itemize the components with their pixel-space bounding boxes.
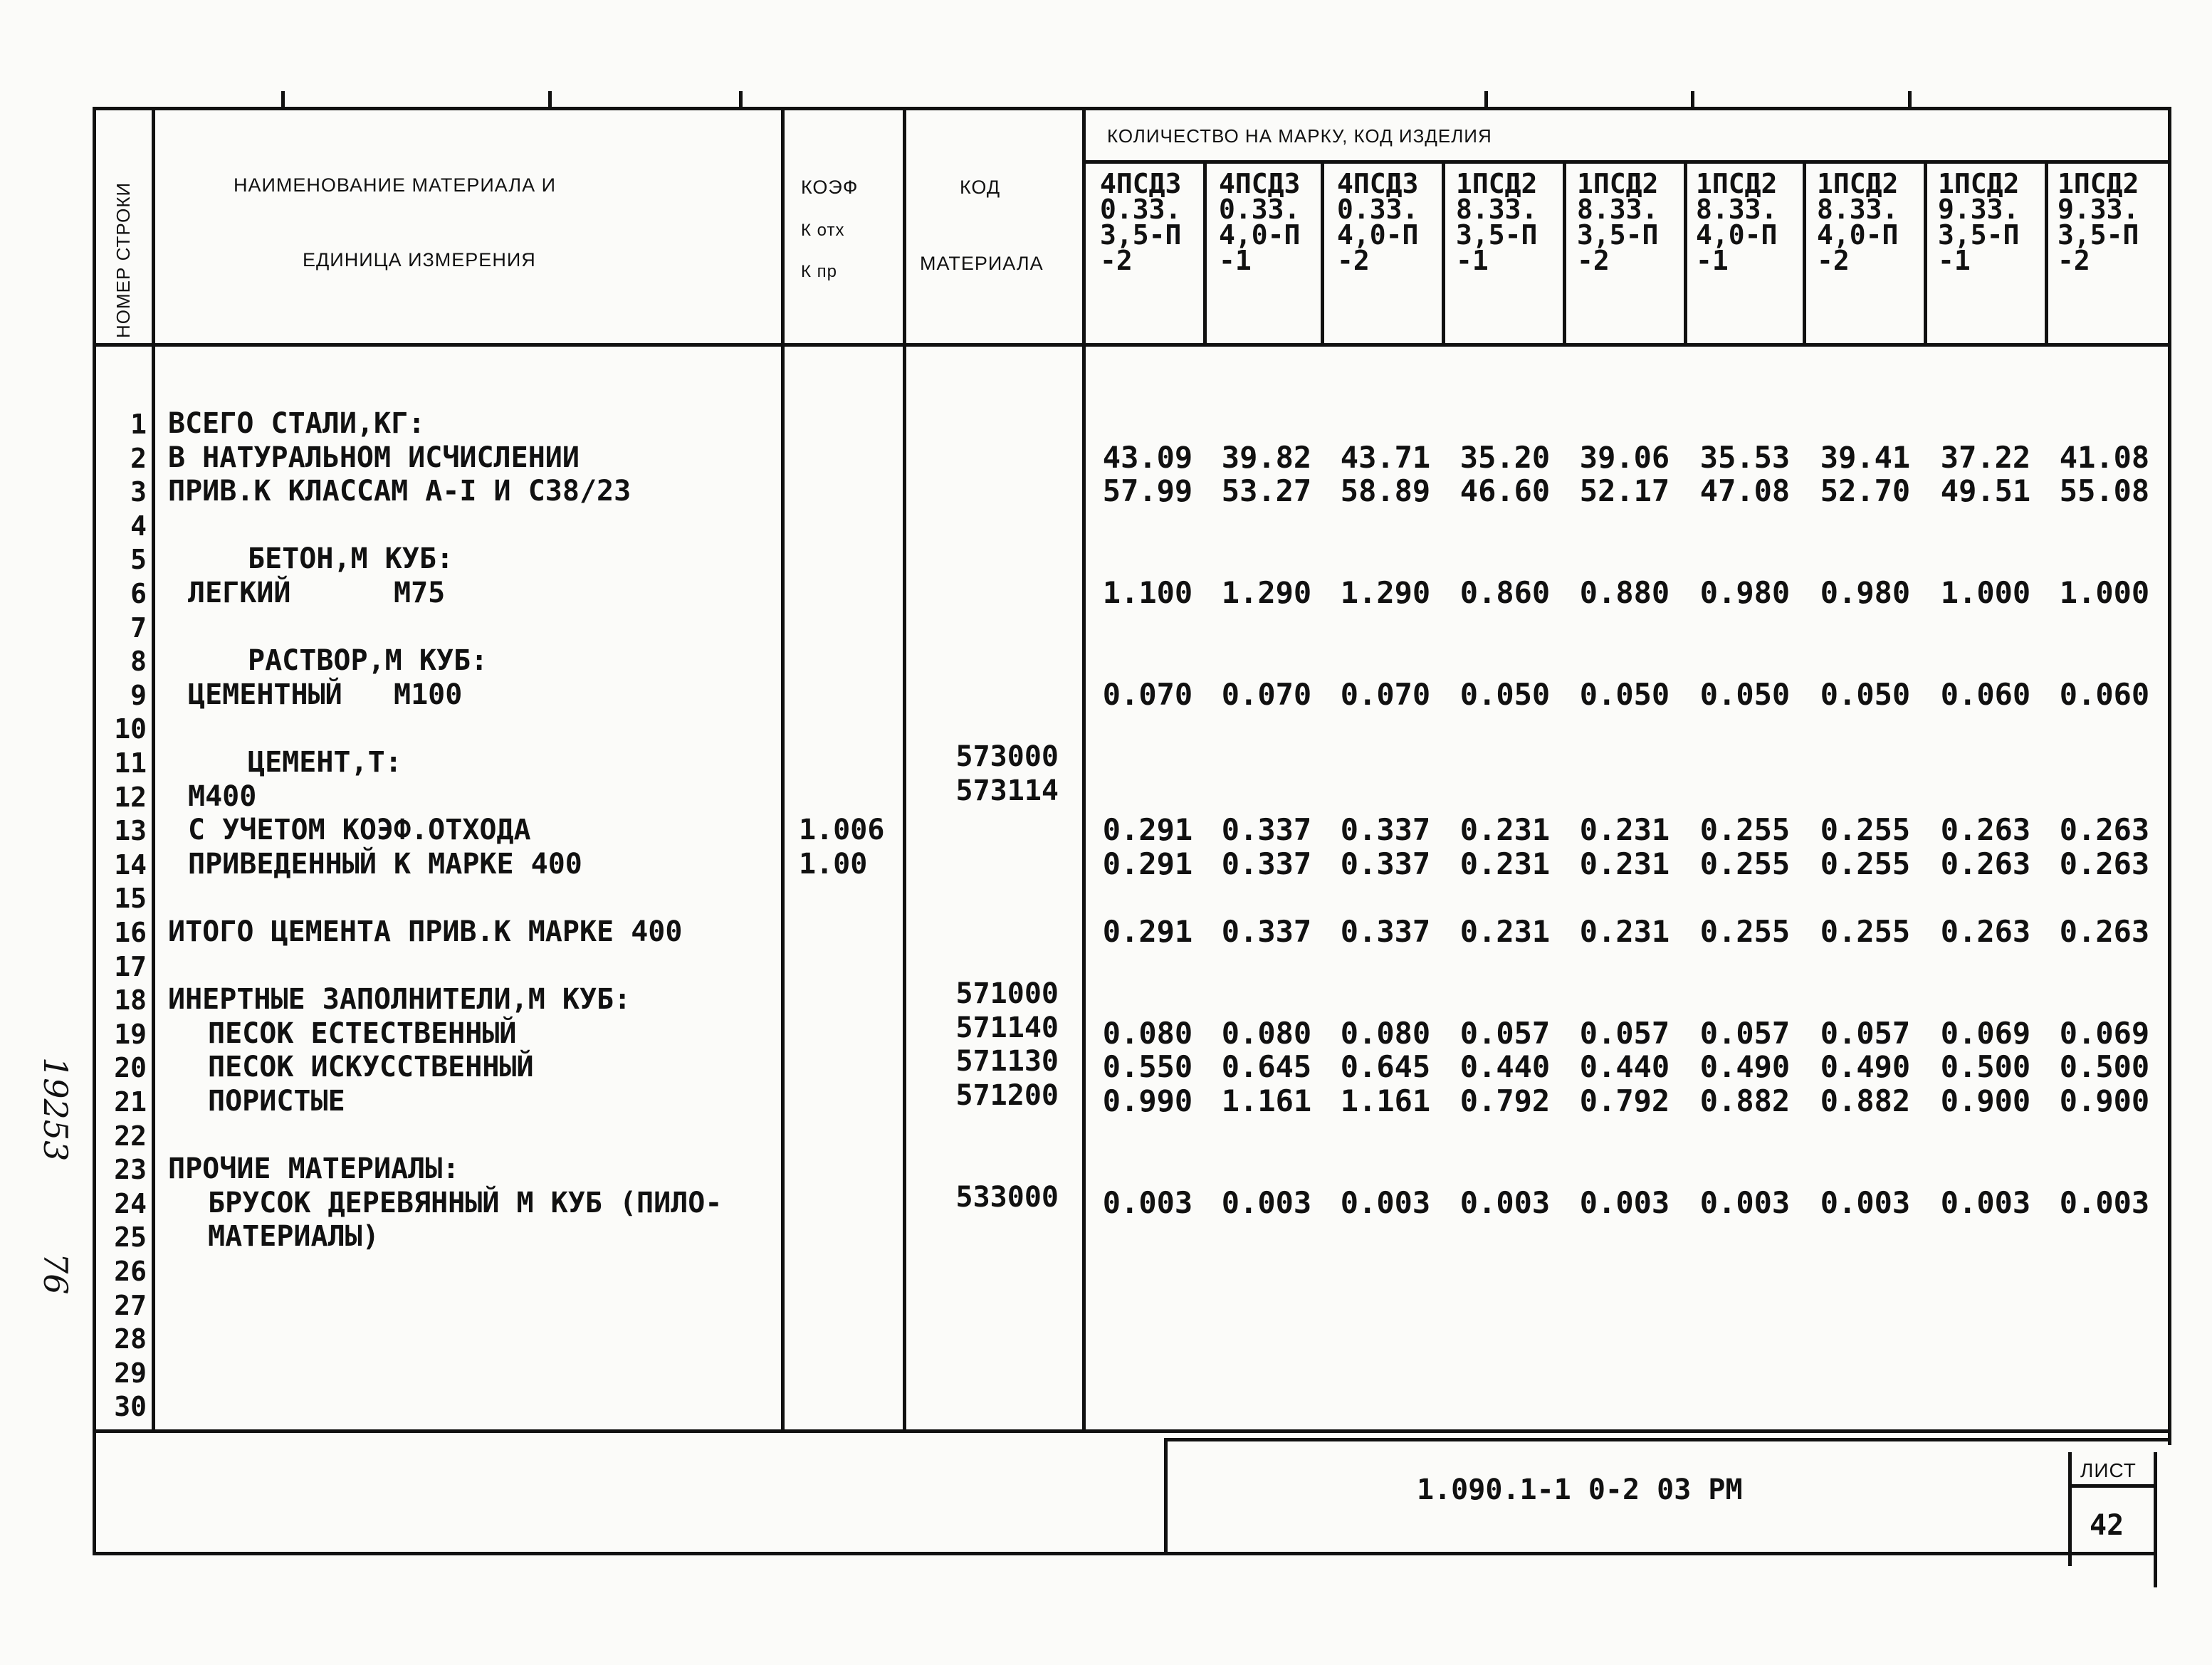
column-header: 4ПСДЗ 0.33. 4,0-П -1: [1219, 168, 1301, 276]
quantity-value: 0.263: [1940, 812, 2031, 848]
quantity-value: 39.82: [1221, 439, 1312, 475]
quantity-value: 0.060: [2059, 676, 2150, 712]
quantity-value: 41.08: [2059, 439, 2150, 475]
quantity-value: 0.440: [1579, 1049, 1670, 1085]
quantity-value: 1.100: [1102, 575, 1193, 610]
quantity-value: 46.60: [1459, 473, 1551, 509]
quantity-value: 0.337: [1221, 846, 1312, 881]
quantity-value: 0.860: [1459, 575, 1551, 610]
quantity-value: 0.057: [1820, 1015, 1911, 1051]
quantity-value: 0.003: [1221, 1185, 1312, 1220]
quantity-value: 0.003: [1699, 1185, 1791, 1220]
quantity-value: 0.003: [2059, 1185, 2150, 1220]
row-number: 19: [114, 1018, 147, 1050]
row-number: 13: [114, 815, 147, 847]
quantity-value: 0.792: [1459, 1083, 1551, 1118]
row-number: 10: [114, 713, 147, 745]
column-header: 1ПСД2 8.33. 4,0-П -2: [1817, 168, 1899, 276]
material-code: 571130: [955, 1045, 1059, 1078]
quantity-value: 0.500: [1940, 1049, 2031, 1085]
quantity-value: 0.882: [1699, 1083, 1791, 1118]
quantity-value: 0.069: [2059, 1015, 2150, 1051]
quantity-value: 0.231: [1459, 914, 1551, 949]
quantity-value: 0.337: [1340, 846, 1431, 881]
coefficient: 1.00: [799, 847, 868, 881]
quantity-value: 0.792: [1579, 1083, 1670, 1118]
quantity-value: 0.080: [1102, 1015, 1193, 1051]
row-number: 8: [130, 646, 147, 678]
row-number: 24: [114, 1187, 147, 1219]
quantity-value: 0.050: [1820, 676, 1911, 712]
quantity-value: 0.337: [1340, 914, 1431, 949]
material-name: ПРИВ.К КЛАССАМ А-I И С38/23: [168, 475, 631, 508]
material-name: ВСЕГО СТАЛИ,КГ:: [168, 407, 426, 440]
row-number: 18: [114, 984, 147, 1017]
margin-number-2: 76: [36, 1253, 75, 1295]
row-number: 22: [114, 1120, 147, 1152]
column-header: 1ПСД2 8.33. 3,5-П -2: [1577, 168, 1659, 276]
row-number: 15: [114, 883, 147, 915]
quantity-value: 0.003: [1340, 1185, 1431, 1220]
quantity-value: 0.900: [2059, 1083, 2150, 1118]
quantity-value: 0.069: [1940, 1015, 2031, 1051]
quantity-value: 0.500: [2059, 1049, 2150, 1085]
quantity-value: 1.000: [2059, 575, 2150, 610]
row-number: 29: [114, 1357, 147, 1389]
sheet-label: ЛИСТ: [2080, 1459, 2137, 1481]
material-code: 571200: [955, 1079, 1059, 1112]
quantity-value: 0.255: [1699, 812, 1791, 848]
quantity-value: 0.070: [1102, 676, 1193, 712]
quantity-value: 0.980: [1820, 575, 1911, 610]
row-number: 21: [114, 1086, 147, 1118]
quantity-value: 0.080: [1221, 1015, 1312, 1051]
quantity-value: 0.255: [1820, 914, 1911, 949]
column-header: 4ПСДЗ 0.33. 3,5-П -2: [1100, 168, 1182, 276]
material-code: 573000: [955, 740, 1059, 773]
row-number: 9: [130, 679, 147, 711]
quantity-value: 0.003: [1102, 1185, 1193, 1220]
row-number: 6: [130, 578, 147, 609]
quantity-value: 0.490: [1699, 1049, 1791, 1085]
row-number: 2: [130, 442, 147, 474]
name-header-line1: НАИМЕНОВАНИЕ МАТЕРИАЛА И: [234, 174, 556, 196]
material-name: ПОРИСТЫЕ: [208, 1085, 345, 1118]
material-name: ПРОЧИЕ МАТЕРИАЛЫ:: [168, 1152, 460, 1186]
material-code: 573114: [955, 774, 1059, 807]
row-number: 26: [114, 1256, 147, 1287]
material-name: ПЕСОК ЕСТЕСТВЕННЫЙ: [208, 1017, 517, 1050]
quantity-value: 57.99: [1102, 473, 1193, 509]
quantity-value: 0.490: [1820, 1049, 1911, 1085]
quantity-value: 0.231: [1579, 914, 1670, 949]
quantity-value: 0.291: [1102, 812, 1193, 848]
quantity-value: 0.980: [1699, 575, 1791, 610]
quantity-value: 55.08: [2059, 473, 2150, 509]
document-code: 1.090.1-1 0-2 03 РМ: [1417, 1474, 1743, 1506]
material-name: ЦЕМЕНТНЫЙ М100: [188, 678, 463, 711]
row-number: 12: [114, 781, 147, 813]
quantity-value: 0.070: [1221, 676, 1312, 712]
quantity-value: 0.291: [1102, 914, 1193, 949]
column-header: 4ПСДЗ 0.33. 4,0-П -2: [1337, 168, 1419, 276]
quantity-value: 52.70: [1820, 473, 1911, 509]
material-name: В НАТУРАЛЬНОМ ИСЧИСЛЕНИИ: [168, 441, 580, 474]
quantity-value: 1.161: [1221, 1083, 1312, 1118]
quantity-value: 43.09: [1102, 439, 1193, 475]
quantity-value: 0.337: [1221, 812, 1312, 848]
row-number: 27: [114, 1289, 147, 1321]
row-number: 11: [114, 747, 147, 779]
quantity-value: 0.882: [1820, 1083, 1911, 1118]
quantity-value: 0.057: [1579, 1015, 1670, 1051]
coef-header-line3: К пр: [801, 262, 837, 281]
row-number: 20: [114, 1052, 147, 1084]
material-name: МАТЕРИАЛЫ): [208, 1220, 379, 1254]
quantity-value: 43.71: [1340, 439, 1431, 475]
quantity-value: 0.440: [1459, 1049, 1551, 1085]
quantity-value: 0.057: [1459, 1015, 1551, 1051]
quantity-value: 1.290: [1340, 575, 1431, 610]
quantity-value: 0.255: [1699, 914, 1791, 949]
row-number: 16: [114, 917, 147, 948]
quantity-value: 0.263: [1940, 914, 2031, 949]
quantity-value: 0.337: [1340, 812, 1431, 848]
row-number: 17: [114, 950, 147, 982]
material-name: БЕТОН,М КУБ:: [248, 542, 454, 576]
material-name: ПРИВЕДЕННЫЙ К МАРКЕ 400: [188, 847, 582, 881]
quantity-value: 0.003: [1579, 1185, 1670, 1220]
row-number: 28: [114, 1323, 147, 1355]
material-name: БРУСОК ДЕРЕВЯННЫЙ М КУБ (ПИЛО-: [208, 1186, 723, 1219]
coef-header-line2: К отх: [801, 221, 845, 240]
quantity-value: 0.291: [1102, 846, 1193, 881]
row-number: 3: [130, 476, 147, 508]
quantity-value: 39.41: [1820, 439, 1911, 475]
material-name: ПЕСОК ИСКУССТВЕННЫЙ: [208, 1051, 534, 1084]
quantity-value: 0.263: [2059, 846, 2150, 881]
row-number: 25: [114, 1222, 147, 1254]
quantity-value: 1.290: [1221, 575, 1312, 610]
quantity-value: 47.08: [1699, 473, 1791, 509]
code-header-line2: МАТЕРИАЛА: [920, 253, 1044, 274]
quantity-value: 0.645: [1221, 1049, 1312, 1085]
material-name: ЦЕМЕНТ,Т:: [248, 746, 402, 779]
quantity-value: 0.263: [1940, 846, 2031, 881]
quantity-value: 0.263: [2059, 914, 2150, 949]
quantity-value: 35.20: [1459, 439, 1551, 475]
quantity-value: 0.231: [1579, 812, 1670, 848]
coefficient: 1.006: [799, 814, 885, 847]
quantity-value: 52.17: [1579, 473, 1670, 509]
quantity-value: 0.255: [1820, 812, 1911, 848]
row-number: 14: [114, 849, 147, 881]
quantity-value: 0.550: [1102, 1049, 1193, 1085]
quantity-value: 49.51: [1940, 473, 2031, 509]
quantity-value: 0.880: [1579, 575, 1670, 610]
quantity-value: 53.27: [1221, 473, 1312, 509]
row-number-header: НОМЕР СТРОКИ: [112, 182, 134, 338]
sheet-number: 42: [2090, 1509, 2124, 1542]
quantity-value: 0.050: [1579, 676, 1670, 712]
quantity-value: 0.900: [1940, 1083, 2031, 1118]
quantity-value: 0.057: [1699, 1015, 1791, 1051]
name-header-line2: ЕДИНИЦА ИЗМЕРЕНИЯ: [303, 249, 536, 271]
material-code: 533000: [955, 1180, 1059, 1214]
material-name: С УЧЕТОМ КОЭФ.ОТХОДА: [188, 814, 531, 847]
quantity-value: 0.050: [1699, 676, 1791, 712]
column-header: 1ПСД2 9.33. 3,5-П -2: [2058, 168, 2139, 276]
material-name: ЛЕГКИЙ М75: [188, 577, 446, 609]
quantity-value: 0.003: [1820, 1185, 1911, 1220]
material-name: РАСТВОР,М КУБ:: [248, 644, 488, 678]
material-name: М400: [188, 779, 257, 813]
quantity-value: 1.161: [1340, 1083, 1431, 1118]
column-header: 1ПСД2 8.33. 3,5-П -1: [1456, 168, 1538, 276]
quantity-value: 0.003: [1940, 1185, 2031, 1220]
material-code: 571000: [955, 977, 1059, 1011]
row-number: 1: [130, 409, 147, 440]
code-header-line1: КОД: [960, 177, 1001, 198]
material-code: 571140: [955, 1011, 1059, 1044]
quantity-value: 35.53: [1699, 439, 1791, 475]
column-header: 1ПСД2 8.33. 4,0-П -1: [1696, 168, 1778, 276]
material-name: ИНЕРТНЫЕ ЗАПОЛНИТЕЛИ,М КУБ:: [168, 983, 631, 1017]
material-name: ИТОГО ЦЕМЕНТА ПРИВ.К МАРКЕ 400: [168, 915, 683, 948]
quantity-value: 0.060: [1940, 676, 2031, 712]
quantity-value: 0.255: [1699, 846, 1791, 881]
quantity-value: 58.89: [1340, 473, 1431, 509]
quantity-value: 0.645: [1340, 1049, 1431, 1085]
quantity-value: 0.050: [1459, 676, 1551, 712]
row-number: 7: [130, 611, 147, 644]
quantity-value: 0.990: [1102, 1083, 1193, 1118]
quantity-header: КОЛИЧЕСТВО НА МАРКУ, КОД ИЗДЕЛИЯ: [1107, 125, 1492, 147]
quantity-value: 0.255: [1820, 846, 1911, 881]
quantity-value: 0.003: [1459, 1185, 1551, 1220]
row-number: 23: [114, 1154, 147, 1186]
coef-header-line1: КОЭФ: [801, 177, 859, 198]
quantity-value: 0.231: [1459, 812, 1551, 848]
quantity-value: 0.231: [1579, 846, 1670, 881]
quantity-value: 39.06: [1579, 439, 1670, 475]
quantity-value: 0.080: [1340, 1015, 1431, 1051]
margin-number-1: 19253: [36, 1057, 75, 1162]
row-number: 30: [114, 1391, 147, 1423]
quantity-value: 0.070: [1340, 676, 1431, 712]
quantity-value: 1.000: [1940, 575, 2031, 610]
quantity-value: 0.263: [2059, 812, 2150, 848]
quantity-value: 0.337: [1221, 914, 1312, 949]
quantity-value: 37.22: [1940, 439, 2031, 475]
column-header: 1ПСД2 9.33. 3,5-П -1: [1938, 168, 2020, 276]
quantity-value: 0.231: [1459, 846, 1551, 881]
row-number: 5: [130, 544, 147, 576]
row-number: 4: [130, 510, 147, 542]
